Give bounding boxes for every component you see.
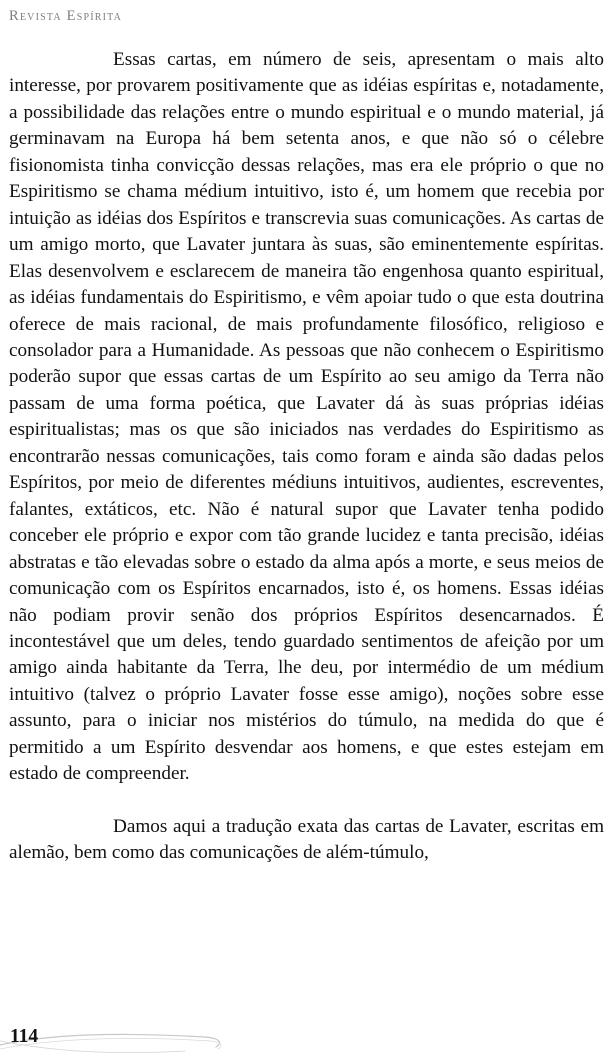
paragraph-2: Damos aqui a tradução exata das cartas de Lavater, escritas em alemão, bem como das comunicações de além-túmulo, xyxy=(9,815,604,864)
running-header: Revista Espírita xyxy=(9,8,123,24)
body-text xyxy=(9,47,604,867)
page-number: 114 xyxy=(10,1026,39,1047)
paragraph-1: Essas cartas, em número de seis, apresentam o mais alto interesse, por provarem positivamente que as idéias espíritas e, notadamente, a possibilidade das relações entre o mundo espiritual e o mundo material, já germinavam na Europa há bem setenta anos, e que não só o célebre fisionomista tinha convicção dessas relações, mas era ele próprio o que no Espiritismo se chama médium intuitivo, isto é, um homem que recebia por intuição as idéias dos Espíritos e transcrevia suas comunicações. As cartas de um amigo morto, que Lavater juntara às suas, são eminentemente espíritas. Elas desenvolvem e esclarecem de maneira tão engenhosa quanto espiritual, as idéias fundamentais do Espiritismo, e vêm apoiar tudo o que esta doutrina oferece de mais racional, de mais profundamente filosófico, religioso e consolador para a Humanidade. As pessoas que não conhecem o Espiritismo poderão supor que essas cartas de um Espírito ao seu amigo da Terra não passam de uma forma poética, que Lavater dá às suas próprias idéias espiritualistas; mas os que são iniciados nas verdades do Espiritismo as encontrarão nessas comunicações, tais como foram e ainda são dadas pelos Espíritos, por meio de diferentes médiuns intuitivos, audientes, escreventes, falantes, extáticos, etc. Não é natural supor que Lavater tenha podido conceber ele próprio e expor com tão grande lucidez e tanta precisão, idéias abstratas e tão elevadas sobre o estado da alma após a morte, e seus meios de comunicação com os Espíritos encarnados, isto é, os homens. Essas idéias não podiam provir senão dos próprios Espíritos desencarnados. É incontestável que um deles, tendo guardado sentimentos de afeição por um amigo ainda habitante da Terra, lhe deu, por intermédio de um médium intuitivo (talvez o próprio Lavater fosse esse amigo), noções sobre esse assunto, para o iniciar nos mistérios do túmulo, na medida do que é permitido a um Espírito desvendar aos homens, e que estes estejam em estado de compreender. xyxy=(9,49,604,785)
